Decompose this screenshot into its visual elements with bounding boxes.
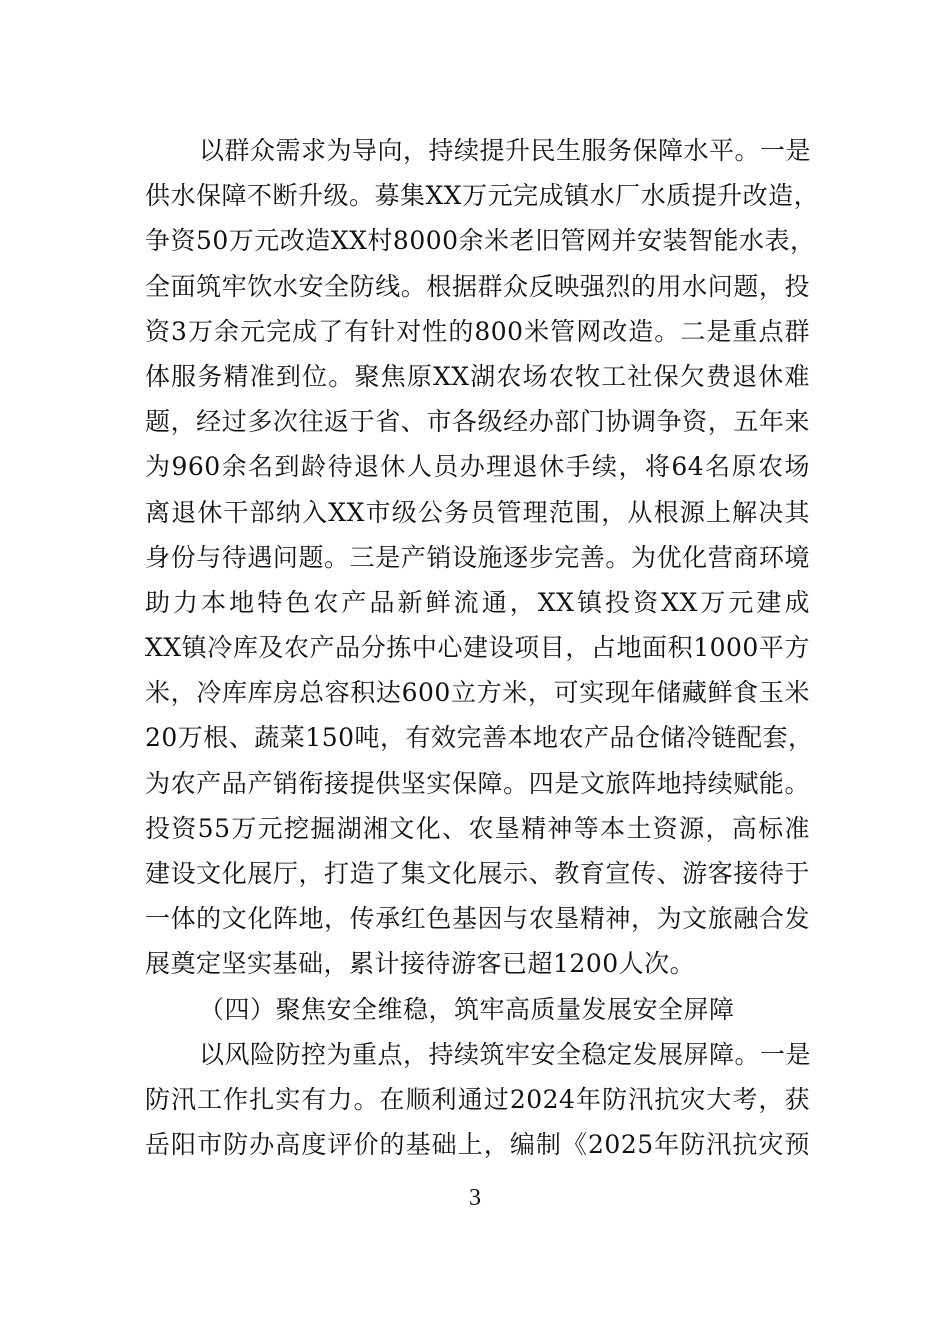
paragraph-line: 争资50万元改造XX村8000余米老旧管网并安装智能水表， xyxy=(145,226,816,256)
body-text xyxy=(145,128,820,1167)
paragraph-line: 一体的文化阵地，传承红色基因与农垦精神，为文旅融合发 xyxy=(145,904,810,934)
paragraph-line: 以风险防控为重点，持续筑牢安全稳定发展屏障。一是 xyxy=(199,1039,812,1069)
paragraph-line: 展奠定坚实基础，累计接待游客已超1200人次。 xyxy=(145,949,696,979)
page-number: 3 xyxy=(469,1185,481,1211)
paragraph-line: 助力本地特色农产品新鲜流通，XX镇投资XX万元建成 xyxy=(145,587,810,617)
paragraph-line: 建设文化展厅，打造了集文化展示、教育宣传、游客接待于 xyxy=(145,859,810,888)
paragraph-line: 全面筑牢饮水安全防线。根据群众反映强烈的用水问题，投 xyxy=(145,271,810,301)
paragraph-line: 供水保障不断升级。募集XX万元完成镇水厂水质提升改造， xyxy=(145,181,820,211)
paragraph-line: 岳阳市防办高度评价的基础上，编制《2025年防汛抗灾预 xyxy=(145,1130,810,1160)
paragraph-line: XX镇冷库及农产品分拣中心建设项目，占地面积1000平方 xyxy=(145,633,810,663)
paragraph-line: 离退休干部纳入XX市级公务员管理范围，从根源上解决其 xyxy=(145,497,810,527)
paragraph-line: 身份与待遇问题。三是产销设施逐步完善。为优化营商环境 xyxy=(145,542,810,572)
paragraph-line: 资3万余元完成了有针对性的800米管网改造。二是重点群 xyxy=(145,316,810,346)
paragraph-line: 为农产品产销衔接提供坚实保障。四是文旅阵地持续赋能。 xyxy=(145,768,810,798)
paragraph-line: 米，冷库库房总容积达600立方米，可实现年储藏鲜食玉米 xyxy=(145,678,810,708)
paragraph-line: 20万根、蔬菜150吨，有效完善本地农产品仓储冷链配套， xyxy=(145,723,814,753)
paragraph-line: 体服务精准到位。聚焦原XX湖农场农牧工社保欠费退休难 xyxy=(145,361,810,391)
paragraph-line: 题，经过多次往返于省、市各级经办部门协调争资，五年来 xyxy=(145,407,810,437)
paragraph-line: 防汛工作扎实有力。在顺利通过2024年防汛抗灾大考，获 xyxy=(145,1084,810,1114)
paragraph-line: 为960余名到龄待退休人员办理退休手续，将64名原农场 xyxy=(145,452,810,482)
paragraph-line: 以群众需求为导向，持续提升民生服务保障水平。一是 xyxy=(199,136,812,165)
paragraph-line: 投资55万元挖掘湖湘文化、农垦精神等本土资源，高标准 xyxy=(145,813,810,843)
section-heading: （四）聚焦安全维稳，筑牢高质量发展安全屏障 xyxy=(199,994,735,1024)
